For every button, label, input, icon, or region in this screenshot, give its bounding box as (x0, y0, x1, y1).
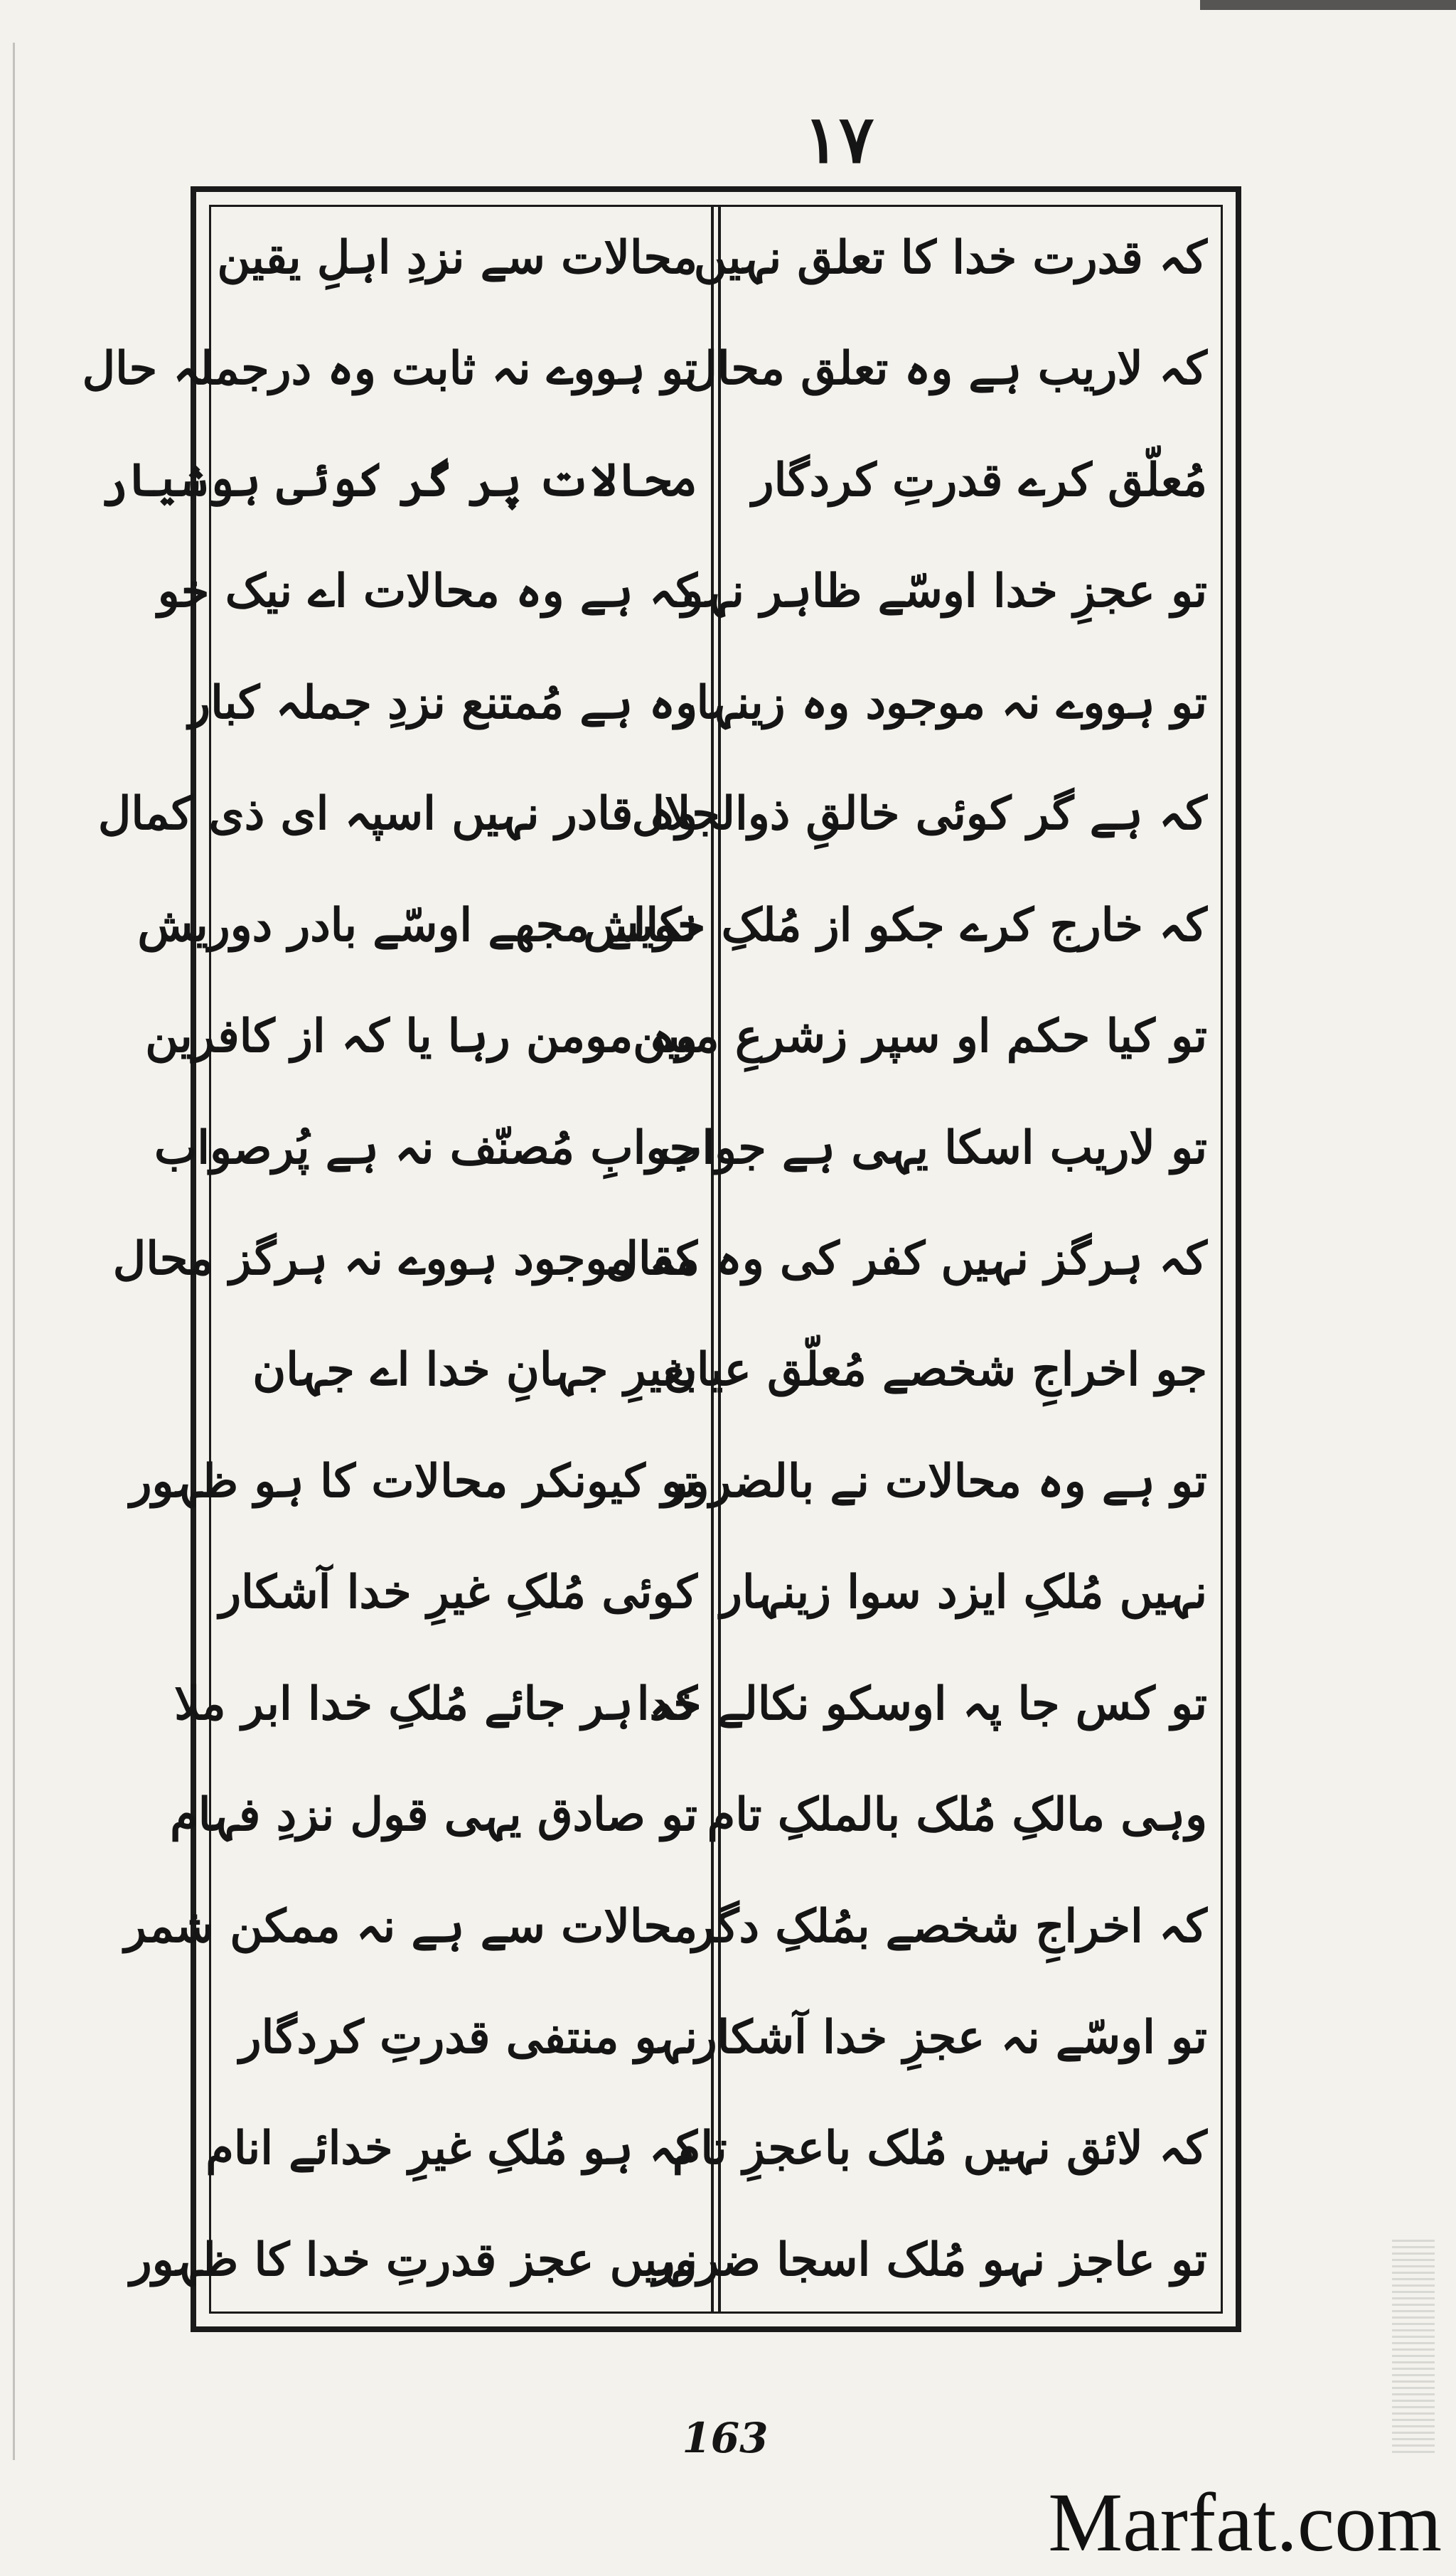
right-column (583, 220, 1207, 2298)
verse-line: کہ ہرگز نہیں کفر کی وہ مقال (605, 1231, 1207, 1286)
verse-line: تو عاجز نہو مُلک اسجا ضرور (653, 2233, 1207, 2287)
verse-line: تو ہووے نہ موجود وہ زینہار (674, 675, 1207, 729)
verse-line: وہی مالکِ مُلک بالملکِ تام (707, 1788, 1207, 1842)
verse-line: بغیرِ جہانِ خدا اے جہان (252, 1343, 697, 1397)
verse-line: محالات سے نزدِ اہلِ یقین (217, 231, 697, 284)
verse-line: محالات پر گر کوئی ہوشیار (100, 453, 697, 507)
verse-line: کہ ہر جائے مُلکِ خدا ابر ملا (174, 1677, 697, 1731)
verse-line: تو اوسّے نہ عجزِ خدا آشکار (695, 2011, 1207, 2064)
verse-line: نہو منتفی قدرتِ کردگار (239, 2011, 697, 2064)
verse-line: وہ قادر نہیں اسپہ ای ذی کمال (97, 787, 697, 841)
verse-line: نہیں عجز قدرتِ خدا کا ظہور (129, 2233, 697, 2287)
verse-line: نکالے مجھے اوسّے بادر دوریش (137, 898, 697, 952)
verse-line: تو کیا حکم او سپر زشرعِ مبین (633, 1010, 1207, 1064)
verse-line: مُعلّق کرے قدرتِ کردگار (751, 453, 1207, 507)
verse-line: نہیں مُلکِ ایزد سوا زینہار (719, 1566, 1207, 1620)
verse-line: کہ لاریب ہے وہ تعلق محال (684, 342, 1207, 396)
left-column (82, 220, 697, 2298)
verse-line: کہ قدرت خدا کا تعلق نہیں (693, 231, 1207, 284)
verse-line: جوابِ مُصنّف نہ ہے پُرصواب (154, 1121, 697, 1175)
verse-line: کہ موجود ہووے نہ ہرگز محال (112, 1231, 697, 1286)
verse-line: کہ خارج کرے جکو از مُلکِ خویش (583, 898, 1207, 952)
verse-line: کہ اخراجِ شخصے بمُلکِ دگر (692, 1899, 1207, 1953)
verse-line: تو کیونکر محالات کا ہو ظہور (129, 1454, 697, 1508)
verse-line: کوئی مُلکِ غیرِ خدا آشکار (219, 1566, 697, 1620)
verse-line: تو ہے وہ محالات نے بالضرور (665, 1454, 1207, 1508)
verse-line: وہ ہے مُمتنع نزدِ جملہ کبار (188, 675, 697, 729)
verse-line: تو کس جا پہ اوسکو نکالے خدا (636, 1677, 1207, 1731)
watermark: Marfat.com (1048, 2476, 1442, 2569)
verse-line: محالات سے ہے نہ ممکن شمر (124, 1899, 697, 1953)
verse-line: تو صادق یہی قول نزدِ فہام (170, 1788, 697, 1842)
scan-edge-top (1200, 0, 1456, 10)
text-frame (82, 186, 1241, 2332)
verse-line: وہ مومن رہا یا کہ از کافرین (145, 1010, 697, 1064)
verse-line: کہ لائق نہیں مُلک باعجزِ تام (672, 2122, 1207, 2176)
page-number: 163 (682, 2414, 769, 2462)
verse-line: تو عجزِ خدا اوسّے ظاہر نہو (681, 565, 1207, 619)
verse-line: جو اخراجِ شخصے مُعلّق عیان (663, 1343, 1207, 1397)
scan-noise (1392, 2240, 1435, 2453)
verse-line: کہ ہے وہ محالات اے نیک خو (157, 565, 697, 619)
verse-line: کہ ہے گر کوئی خالقِ ذوالجلال (631, 787, 1207, 841)
scan-edge-left (13, 43, 15, 2460)
verse-line: تو لاریب اسکا یہی ہے جواب (659, 1121, 1207, 1175)
verse-line: تو ہووے نہ ثابت وہ درجملہ حال (82, 342, 697, 396)
page-marker: ۱۷ (803, 101, 874, 178)
verse-line: کہ ہو مُلکِ غیرِ خدائے انام (205, 2122, 697, 2176)
